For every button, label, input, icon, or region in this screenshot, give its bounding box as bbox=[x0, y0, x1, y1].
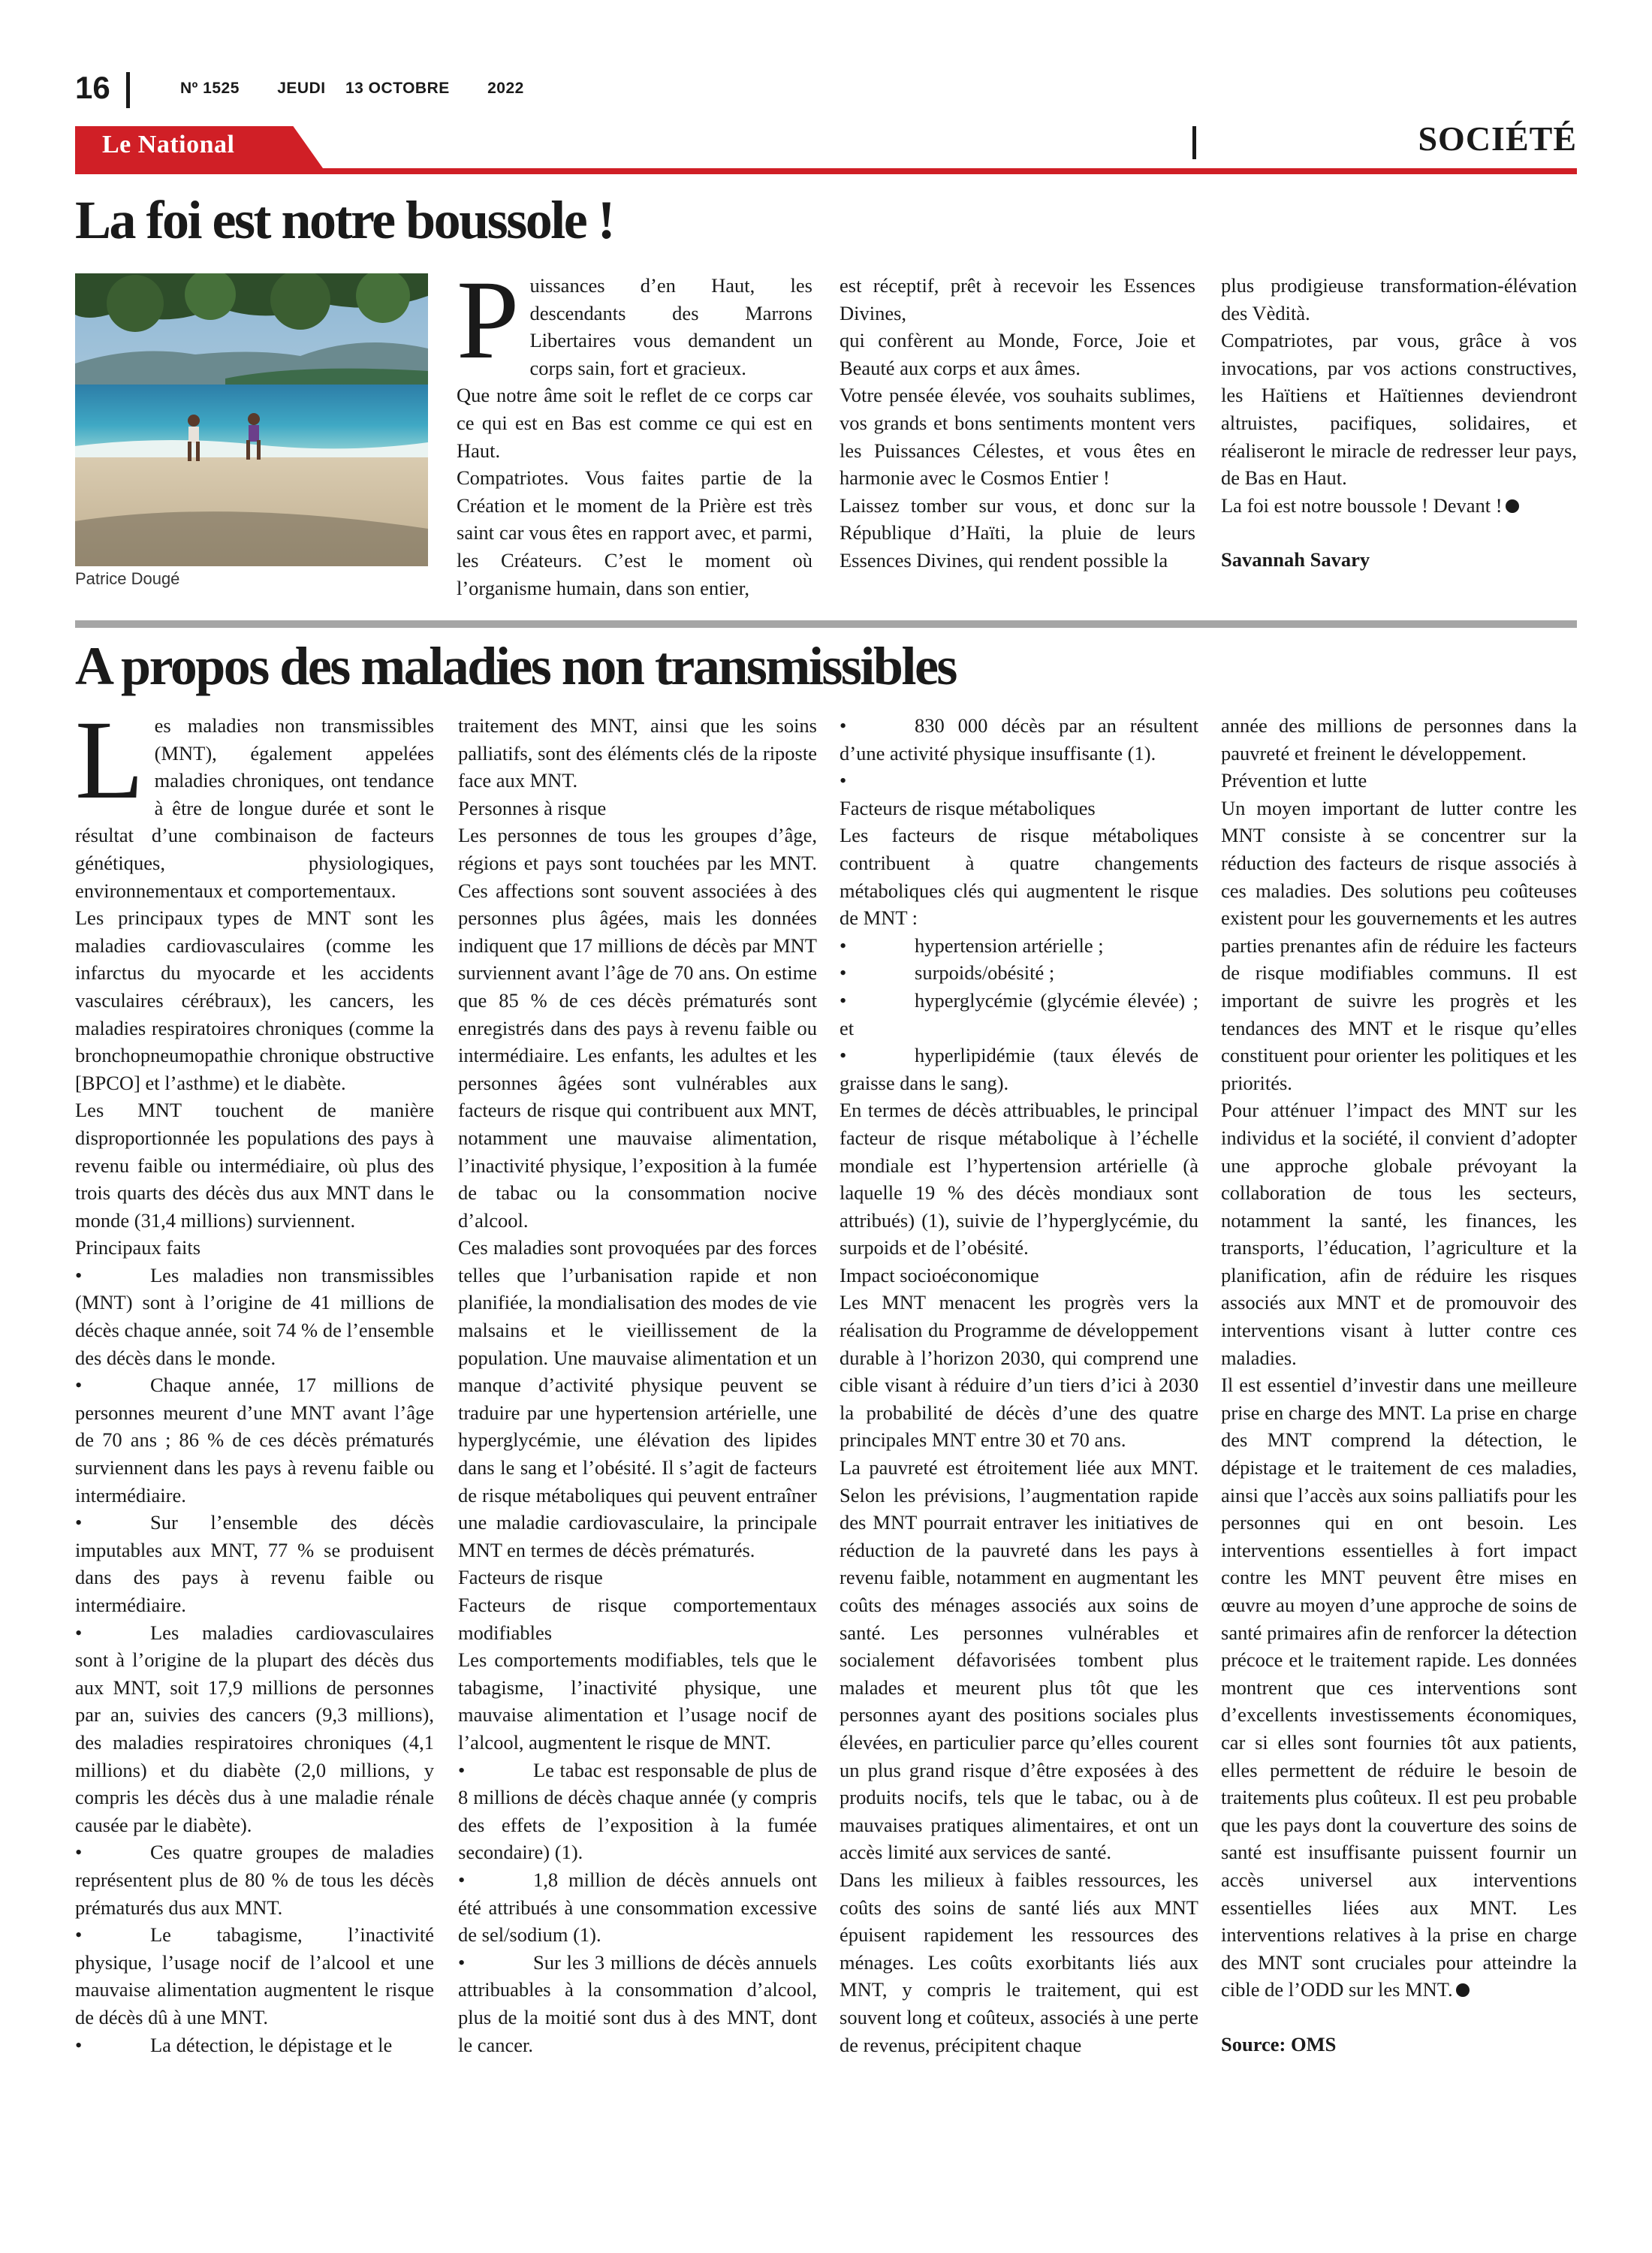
article2-paragraph: En termes de décès attribuables, le principal facteur de risque métabolique à l’échelle mondiale est l’hypertension artérielle (à laquelle 19 % des décès mondiaux sont attribués) (1), suivie de l’hyperglycémie, du surpoids et de l’obésité. bbox=[840, 1099, 1198, 1259]
article1-paragraph: Laissez tomber sur vous, et donc sur la République d’Haïti, la pluie de leurs Essences Divines, qui rendent possible la bbox=[840, 493, 1195, 572]
article1-column-1 bbox=[457, 258, 812, 602]
article-separator bbox=[75, 620, 1577, 628]
article2-paragraph: Les MNT menacent les progrès vers la réalisation du Programme de développement durable à l’horizon 2030, qui comprend une cible visant à réduire d’un tiers d’ici à 2030 la probabilité de décès d’une des quatre principales MNT entre 30 et 70 ans. bbox=[840, 1291, 1198, 1452]
article1-paragraph: Compatriotes, par vous, grâce à vos invocations, par vos actions constructives, les Haïtiens et Haïtiennes deviendront altruistes, pacifiques, solidaires, et réaliseront le miracle de redresser leur pays, de Bas en Haut. bbox=[1221, 329, 1577, 490]
article1-paragraph: Puissances d’en Haut, les descendants des Marrons Libertaires vous demandent un corps sain, fort et gracieux. bbox=[457, 258, 812, 382]
list-item: • Les maladies cardiovasculaires sont à l’origine de la plupart des décès dus aux MNT, soit 17,9 millions de personnes par an, suivies des cancers (9,3 millions), des maladies respiratoires chroniques (4,1 millions) et du diabète (2,0 millions, y compris les décès dus à une maladie rénale causée par le diabète). bbox=[75, 1621, 434, 1836]
subheading: Facteurs de risque métaboliques bbox=[840, 796, 1096, 819]
article2-paragraph: Il est essentiel d’investir dans une meilleure prise en charge des MNT. La prise en charge des MNT comprend la détection, le dépistage et le traitement de ces maladies, ainsi que l’accès aux soins palliatifs pour les personnes qui en ont besoin. Les interventions essentielles à fort impact contre les MNT peuvent être mises en œuvre au moyen d’une approche de soins de santé primaires afin de renforcer la détection précoce et le traitement rapide. Les données montrent que ces interventions sont d’excellents investissements économiques, car si elles sont fournies tôt aux patients, elles permettent de réduire le besoin de traitements plus coûteux. Il est peu probable que les pays dont la couverture des soins de santé est insuffisante puissent fournir un accès universel aux interventions essentielles liées aux MNT. Les interventions relatives à la prise en charge des MNT sont cruciales pour atteindre la cible de l’ODD sur les MNT. bbox=[1221, 1374, 1577, 2001]
article2-paragraph: Les maladies non transmissibles (MNT), également appelées maladies chroniques, ont tendance à être de longue durée et sont le résultat d’une combinaison de facteurs génétiques, physiologiques, environnementaux et comportementaux. bbox=[75, 698, 434, 902]
article1-paragraph: est réceptif, prêt à recevoir les Essences Divines, bbox=[840, 274, 1195, 324]
article2-column-2 bbox=[458, 712, 817, 2058]
list-item: • Les maladies non transmissibles (MNT) sont à l’origine de 41 millions de décès chaque année, soit 74 % de l’ensemble des décès dans le monde. bbox=[75, 1263, 434, 1369]
list-item: • Le tabac est responsable de plus de 8 millions de décès chaque année (y compris des effets de l’exposition à la fumée secondaire) (1). bbox=[458, 1758, 817, 1864]
list-item: • surpoids/obésité ; bbox=[840, 961, 1055, 985]
list-item: • hyperglycémie (glycémie élevée) ; et bbox=[840, 988, 1198, 1039]
list-item: • Chaque année, 17 millions de personnes meurent d’une MNT avant l’âge de 70 ans ; 86 % de ces décès prématurés surviennent dans les pays à revenu faible ou intermédiaire. bbox=[75, 1374, 434, 1507]
article2-paragraph: Les facteurs de risque métaboliques contribuent à quatre changements métaboliques clés qui augmentent le risque de MNT : bbox=[840, 824, 1198, 930]
list-item: • hyperlipidémie (taux élevés de graisse dans le sang). bbox=[840, 1044, 1198, 1094]
article1-paragraph: Que notre âme soit le reflet de ce corps car ce qui est en Bas est comme ce qui est en Haut. bbox=[457, 384, 812, 462]
article1-column-3 bbox=[1221, 272, 1577, 574]
issue-year: 2022 bbox=[487, 80, 524, 97]
article1-paragraph: Compatriotes. Vous faites partie de la Création et le moment de la Prière est très saint car vous êtes en rapport avec, et parmi, les Créateurs. C’est le moment où l’organisme humain, dans son entier, bbox=[457, 466, 812, 599]
article2-column-1 bbox=[75, 698, 434, 2058]
article2-column-4 bbox=[1221, 712, 1577, 2058]
article2-paragraph: Dans les milieux à faibles ressources, les coûts des soins de santé liés aux MNT épuisent rapidement les ressources des ménages. Les coûts exorbitants liés aux MNT, y compris le traitement, qui est souvent long et coûteux, associés à une perte de revenus, précipitent chaque bbox=[840, 1868, 1198, 2056]
subheading: Principaux faits bbox=[75, 1236, 201, 1259]
article1-title: La foi est notre boussole ! bbox=[75, 190, 614, 250]
article2-paragraph: Les personnes de tous les groupes d’âge, régions et pays sont touchées par les MNT. Ces affections sont souvent associées à des personnes plus âgées, mais les données indiquent que 17 millions de décès par MNT surviennent avant l’âge de 70 ans. On estime que 85 % de ces décès prématurés sont enregistrés dans des pays à revenu faible ou intermédiaire. Les enfants, les adultes et les personnes âgées sont vulnérables aux facteurs de risque qui contribuent aux MNT, notamment une mauvaise alimentation, l’inactivité physique, l’exposition à la fumée de tabac ou la consommation nocive d’alcool. bbox=[458, 824, 817, 1232]
list-item: • 830 000 décès par an résultent d’une activité physique insuffisante (1). bbox=[840, 714, 1198, 765]
subheading: Facteurs de risque comportementaux modifiables bbox=[458, 1594, 817, 1644]
article2-title: A propos des maladies non transmissibles bbox=[75, 636, 956, 696]
article2-paragraph: La pauvreté est étroitement liée aux MNT. Selon les prévisions, l’augmentation rapide des MNT pourrait entraver les initiatives de réduction de la pauvreté dans les pays à revenu faible, notamment en augmentant les coûts des ménages associés aux soins de santé. Les personnes vulnérables et socialement défavorisées tombent plus malades et meurent plus tôt que les personnes ayant des positions sociales plus élevées, en particulier parce qu’elles courent un plus grand risque d’être exposées à des produits nocifs, tels que le tabac, ou à de mauvaises pratiques alimentaires, et ont un accès limité aux services de santé. bbox=[840, 1456, 1198, 1864]
list-item: • 1,8 million de décès annuels ont été attribués à une consommation excessive de sel/sodium (1). bbox=[458, 1868, 817, 1947]
issue-meta bbox=[180, 80, 557, 98]
article1-paragraph: qui confèrent au Monde, Force, Joie et Beauté aux corps et aux âmes. bbox=[840, 329, 1195, 379]
list-item: • Sur l’ensemble des décès imputables aux MNT, 77 % se produisent dans des pays à revenu faible ou intermédiaire. bbox=[75, 1511, 434, 1616]
beach-photo bbox=[75, 273, 428, 566]
list-item: • hypertension artérielle ; bbox=[840, 933, 1104, 957]
end-mark-icon bbox=[1456, 1983, 1470, 1997]
dropcap: P bbox=[457, 258, 520, 382]
article1-paragraph: Votre pensée élevée, vos souhaits sublimes, vos grands et bons sentiments montent vers les Puissances Célestes, et vous êtes en harmonie avec le Cosmos Entier ! bbox=[840, 384, 1195, 490]
article1-author: Savannah Savary bbox=[1221, 548, 1370, 572]
list-item: • Le tabagisme, l’inactivité physique, l’usage nocif de l’alcool et une mauvaise alimentation augmentent le risque de décès dû à une MNT. bbox=[75, 1923, 434, 2028]
section-title: SOCIÉTÉ bbox=[1418, 119, 1577, 158]
list-item: • bbox=[840, 769, 847, 792]
page-number: 16 bbox=[75, 70, 110, 105]
article2-paragraph: année des millions de personnes dans la pauvreté et freinent le développement. bbox=[1221, 714, 1577, 765]
subheading: Impact socioéconomique bbox=[840, 1263, 1039, 1286]
article2-paragraph: Les principaux types de MNT sont les maladies cardiovasculaires (comme les infarctus du myocarde et les accidents vasculaires cérébraux), les cancers, les maladies respiratoires chroniques (comme la bronchopneumopathie chronique obstructive [BPCO] et l’asthme) et le diabète. bbox=[75, 906, 434, 1094]
issue-number: Nº 1525 bbox=[180, 80, 240, 97]
brand-logo: Le National bbox=[102, 131, 235, 158]
list-item: • Sur les 3 millions de décès annuels attribuables à la consommation d’alcool, plus de la moitié sont dus à des MNT, dont le cancer. bbox=[458, 1950, 817, 2056]
subheading: Personnes à risque bbox=[458, 796, 607, 819]
article2-column-3 bbox=[840, 712, 1198, 2058]
article1-paragraph: plus prodigieuse transformation-élévation des Vèdità. bbox=[1221, 274, 1577, 324]
section-divider bbox=[1192, 126, 1196, 159]
end-mark-icon bbox=[1506, 499, 1519, 513]
page-number-divider bbox=[126, 72, 130, 108]
brand-strip bbox=[75, 126, 1577, 174]
subheading: Facteurs de risque bbox=[458, 1566, 603, 1589]
photo-caption: Patrice Dougé bbox=[75, 569, 180, 588]
article2-paragraph: Les comportements modifiables, tels que le tabagisme, l’inactivité physique, une mauvaise alimentation et l’usage nocif de l’alcool, augmentent le risque de MNT. bbox=[458, 1648, 817, 1754]
list-item: • La détection, le dépistage et le bbox=[75, 2033, 393, 2056]
article2-paragraph: Pour atténuer l’impact des MNT sur les individus et la société, il convient d’adopter une approche globale prévoyant la collaboration de tous les secteurs, notamment la santé, les finances, les transports, l’éducation, l’agriculture et la planification, afin de réduire les risques associés aux MNT et de promouvoir des interventions visant à lutter contre ces maladies. bbox=[1221, 1099, 1577, 1369]
subheading: Prévention et lutte bbox=[1221, 769, 1367, 792]
article2-source: Source: OMS bbox=[1221, 2032, 1337, 2055]
dropcap: L bbox=[75, 698, 144, 822]
brand-rule bbox=[75, 168, 1577, 174]
article2-paragraph: traitement des MNT, ainsi que les soins palliatifs, sont des éléments clés de la riposte face aux MNT. bbox=[458, 714, 817, 792]
list-item: • Ces quatre groupes de maladies représentent plus de 80 % de tous les décès prématurés dus aux MNT. bbox=[75, 1841, 434, 1919]
masthead bbox=[75, 69, 1577, 107]
article1-column-2 bbox=[840, 272, 1195, 575]
article1-paragraph: La foi est notre boussole ! Devant ! bbox=[1221, 492, 1577, 520]
issue-day: JEUDI bbox=[277, 80, 326, 97]
issue-date: 13 OCTOBRE bbox=[345, 80, 450, 97]
article2-paragraph: Ces maladies sont provoquées par des forces telles que l’urbanisation rapide et non planifiée, la mondialisation des modes de vie malsains et le vieillissement de la population. Une mauvaise alimentation et un manque d’activité physique peuvent se traduire par une hypertension artérielle, une hyperglycémie, une élévation des lipides dans le sang et l’obésité. Il s’agit de facteurs de risque métaboliques qui peuvent entraîner une maladie cardiovasculaire, la principale MNT en termes de décès prématurés. bbox=[458, 1236, 817, 1561]
article2-paragraph: Les MNT touchent de manière disproportionnée les populations des pays à revenu faible ou intermédiaire, où plus des trois quarts des décès dus aux MNT dans le monde (31,4 millions) surviennent. bbox=[75, 1099, 434, 1232]
article2-paragraph: Un moyen important de lutter contre les MNT consiste à se concentrer sur la réduction des facteurs de risque associés à ces maladies. Des solutions peu coûteuses existent pour les gouvernements et les autres parties prenantes afin de réduire les facteurs de risque modifiables communs. Il est important de suivre les progrès et les tendances des MNT et le risque qu’elles constituent pour orienter les politiques et les priorités. bbox=[1221, 796, 1577, 1094]
